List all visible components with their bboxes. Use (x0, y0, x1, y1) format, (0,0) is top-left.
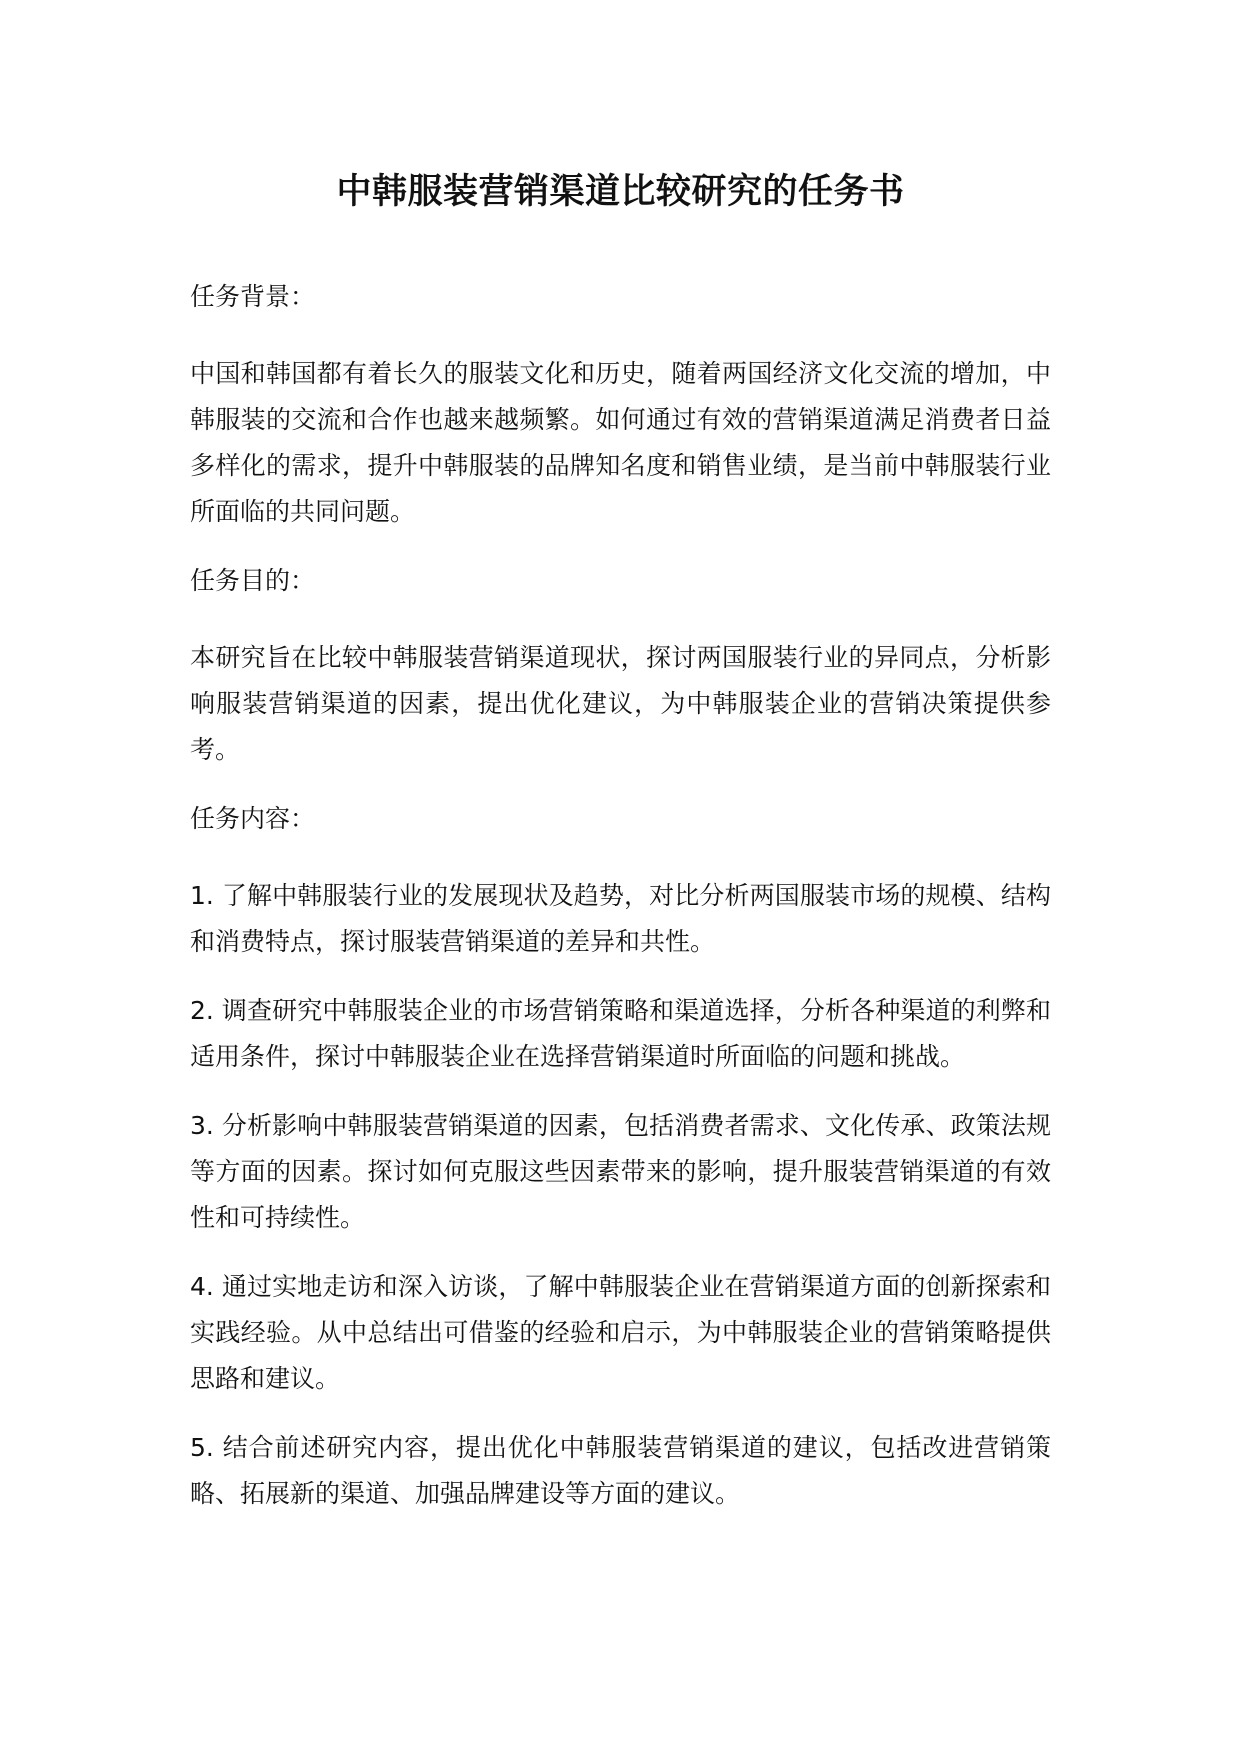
background-section (190, 274, 1051, 535)
content-item-5: 5. 结合前述研究内容，提出优化中韩服装营销渠道的建议，包括改进营销策略、拓展新的渠道、加强品牌建设等方面的建议。 (190, 1433, 1051, 1508)
content-item-1: 1. 了解中韩服装行业的发展现状及趋势，对比分析两国服装市场的规模、结构和消费特点，探讨服装营销渠道的差异和共性。 (190, 881, 1051, 956)
content-section (190, 796, 1051, 1517)
purpose-paragraph: 本研究旨在比较中韩服装营销渠道现状，探讨两国服装行业的异同点，分析影响服装营销渠道的因素，提出优化建议，为中韩服装企业的营销决策提供参考。 (190, 643, 1051, 764)
content-item-4: 4. 通过实地走访和深入访谈，了解中韩服装企业在营销渠道方面的创新探索和实践经验。从中总结出可借鉴的经验和启示，为中韩服装企业的营销策略提供思路和建议。 (190, 1272, 1051, 1393)
document-title: 中韩服装营销渠道比较研究的任务书 (336, 172, 905, 212)
background-heading: 任务背景： (190, 282, 316, 311)
content-heading: 任务内容： (190, 804, 316, 833)
purpose-heading: 任务目的： (190, 566, 316, 595)
content-item-2: 2. 调查研究中韩服装企业的市场营销策略和渠道选择，分析各种渠道的利弊和适用条件，探讨中韩服装企业在选择营销渠道时所面临的问题和挑战。 (190, 996, 1051, 1071)
background-paragraph: 中国和韩国都有着长久的服装文化和历史，随着两国经济文化交流的增加，中韩服装的交流和合作也越来越频繁。如何通过有效的营销渠道满足消费者日益多样化的需求，提升中韩服装的品牌知名度和销售业绩，是当前中韩服装行业所面临的共同问题。 (190, 359, 1051, 526)
content-item-3: 3. 分析影响中韩服装营销渠道的因素，包括消费者需求、文化传承、政策法规等方面的因素。探讨如何克服这些因素带来的影响，提升服装营销渠道的有效性和可持续性。 (190, 1111, 1051, 1232)
purpose-section (190, 558, 1051, 773)
